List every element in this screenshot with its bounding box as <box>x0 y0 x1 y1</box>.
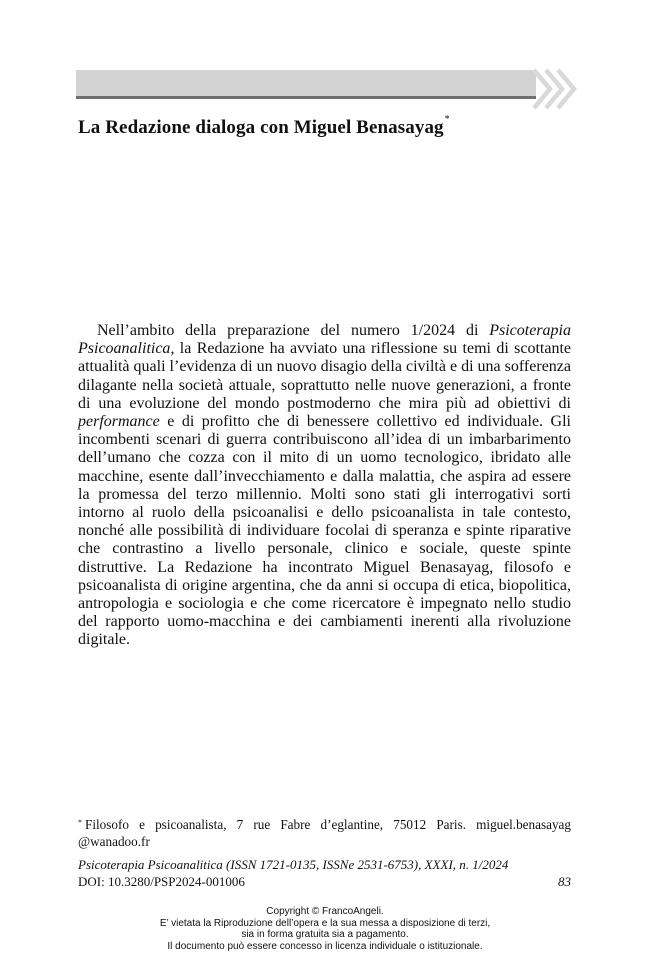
footnote <box>78 816 571 850</box>
footnote-text: Filosofo e psicoanalista, 7 rue Fabre d’eglantine, 75012 Paris. miguel.benasayag @wanadoo.fr <box>78 817 571 849</box>
copyright-line: Copyright © FrancoAngeli. <box>266 906 384 917</box>
body-segment: Nell’ambito della preparazione del numero 1/2024 di <box>97 322 490 339</box>
header-rule <box>76 96 536 99</box>
performance-italic: performance <box>78 413 160 431</box>
copyright-line: E’ vietata la Riproduzione dell’opera e la sua messa a disposizione di terzi, <box>159 917 491 929</box>
journal-name-italic: Psicoterapia Psicoanalitica <box>78 322 571 358</box>
copyright-line: Il documento può essere concesso in licenza individuale o istituzionale. <box>167 940 483 952</box>
doi-row <box>78 874 571 890</box>
article-title <box>78 114 450 139</box>
footnote-marker: * <box>78 818 82 827</box>
article-body <box>78 322 571 650</box>
body-segment: , la Redazione ha avviato una riflessione su temi di scottante attualità quali l’evidenza di un nuovo disagio della civiltà e di una sofferenza dilagante nella società attuale, soprattutto nelle nuove generazioni, a fronte di una evoluzione del mondo postmoderno che mira più ad obiettivi di <box>78 340 571 412</box>
copyright-line: sia in forma gratuita sia a pagamento. <box>241 929 409 940</box>
triple-chevron-right-icon <box>530 64 580 114</box>
copyright-notice <box>0 906 650 952</box>
journal-citation: Psicoterapia Psicoanalitica (ISSN 1721-0135, ISSNe 2531-6753), XXXI, n. 1/2024 <box>78 857 509 872</box>
header-band <box>76 70 536 96</box>
doi-text: DOI: 10.3280/PSP2024-001006 <box>78 874 245 889</box>
page-number: 83 <box>558 874 571 889</box>
footnote-marker: * <box>444 114 450 125</box>
body-segment: e di profitto che di benessere collettivo ed individuale. Gli incombenti scenari di guerra contribuiscono all’idea di un imbarbarimento dell’umano che cozza con il mito di un uomo tecnologico, ibridato alle macchine, esente dall’invecchiamento e dalla malattia, che aspira ad essere la promessa del terzo millennio. Molti sono stati gli interrogativi sorti intorno al ruolo della psicoanalisi e dello psicoanalista in tale contesto, nonché alle possibilità di individuare focolai di speranza e spinte riparative che contrastino a livello personale, clinico e sociale, queste spinte distruttive. La Redazione ha incontrato Miguel Benasayag, filosofo e psicoanalista di origine argentina, che da anni si occupa di etica, biopolitica, antropologia e sociologia e che come ricercatore è impegnato nello studio del rapporto uomo-macchina e dei cambiamenti inerenti alla rivoluzione digitale. <box>78 413 571 649</box>
article-title-text: La Redazione dialoga con Miguel Benasayag <box>78 117 444 138</box>
